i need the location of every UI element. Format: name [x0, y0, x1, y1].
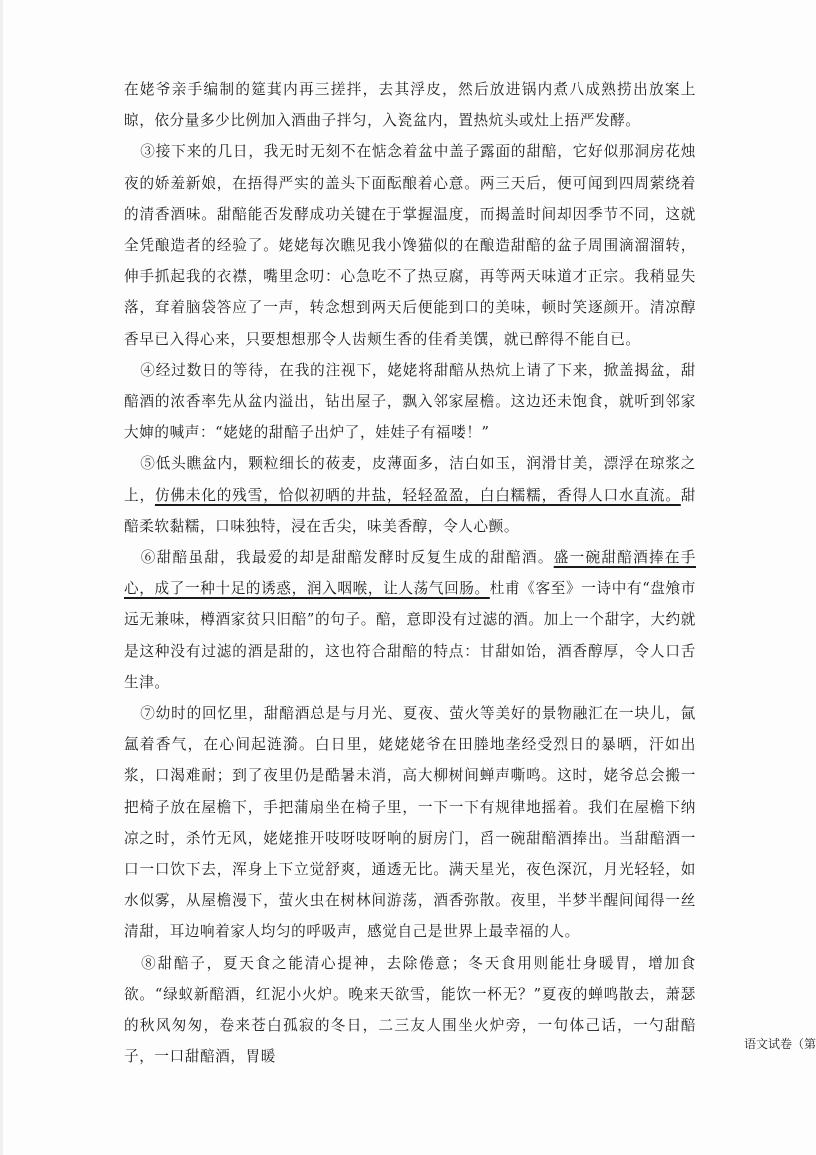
text-segment: ④经过数日的等待，在我的注视下，姥姥将甜醅从热炕上请了下来，掀盖揭盆，甜醅酒的浓香率先从盆内溢出，钻出屋子，飘入邻家屋檐。这边还未饱食，就听到邻家大婶的喊声：“姥姥的甜醅子出炉了，娃娃子有福喽！”	[124, 361, 696, 442]
paragraph-p7	[124, 698, 696, 948]
text-segment: ③接下来的几日，我无时无刻不在惦念着盆中盖子露面的甜醅，它好似那洞房花烛夜的娇羞新娘，在捂得严实的盖头下面酝酿着心意。两三天后，便可闻到四周萦绕着的清香酒味。甜醅能否发酵成功关键在于掌握温度，而揭盖时间却因季节不同，这就全凭酿造者的经验了。姥姥每次瞧见我小馋猫似的在酿造甜醅的盆子周围滴溜溜转，伸手抓起我的衣襟，嘴里念叨：心急吃不了热豆腐，再等两天味道才正宗。我稍显失落，耷着脑袋答应了一声，转念想到两天后便能到口的美味，顿时笑逐颜开。清凉醇香早已入得心来，只要想想那令人齿颊生香的佳肴美馔，就已醉得不能自已。	[124, 143, 696, 348]
scan-edge	[0, 0, 3, 1155]
article-body	[124, 74, 696, 1073]
text-segment: 甜醅柔软黏糯，口味独特，浸在舌尖，味美香醇，令人心颤。	[124, 486, 696, 535]
page-footer	[744, 1035, 816, 1052]
text-segment: 杜甫《客至》一诗中有“盘飧市远无兼味，樽酒家贫只旧醅”的句子。醅，意即没有过滤的酒。加上一个甜字，大约就是这种没有过滤的酒是甜的，这也符合甜醅的特点：甘甜如饴，酒香醇厚，令人口舌生津。	[124, 580, 696, 691]
underlined-sentence: 仿佛未化的残雪，恰似初晒的井盐，轻轻盈盈，白白糯糯，香得人口水直流。	[154, 486, 681, 504]
paragraph-p4	[124, 355, 696, 449]
paragraph-p8	[124, 948, 696, 1073]
footer-label: 语文试卷（第	[743, 1037, 816, 1051]
paragraph-p6	[124, 542, 696, 698]
paragraph-p-continued	[124, 74, 696, 136]
text-segment: 在姥爷亲手编制的筵萁内再三搓拌，去其浮皮，然后放进锅内煮八成熟捞出放案上晾，依分量多少比例加入酒曲子拌匀，入瓷盆内，置热炕头或灶上捂严发酵。	[124, 81, 696, 130]
paragraph-p5	[124, 448, 696, 542]
text-segment: ⑥甜醅虽甜，我最爱的却是甜醅发酵时反复生成的甜醅酒。	[140, 549, 554, 567]
paragraph-p3	[124, 136, 696, 354]
text-segment: ⑧甜醅子，夏天食之能清心提神，去除倦意；冬天食用则能壮身暖胃，增加食欲。“绿蚁新醅酒，红泥小火炉。晚来天欲雪，能饮一杯无？”夏夜的蝉鸣散去，萧瑟的秋风匆匆，卷来苍白孤寂的冬日，二三友人围坐火炉旁，一句体己话，一勺甜醅子，一口甜醅酒，胃暖	[124, 954, 696, 1066]
text-segment: ⑤低头瞧盆内，颗粒细长的莜麦，皮薄面多，洁白如玉，润滑甘美，漂浮在琼浆之上，	[124, 455, 696, 504]
text-segment: ⑦幼时的回忆里，甜醅酒总是与月光、夏夜、萤火等美好的景物融汇在一块儿，氤氲着香气，在心间起涟漪。白日里，姥姥姥爷在田塍地垄经受烈日的暴晒，汗如出浆，口渴难耐；到了夜里仍是酷暑未消，高大柳树间蝉声嘶鸣。这时，姥爷总会搬一把椅子放在屋檐下，手把蒲扇坐在椅子里，一下一下有规律地摇着。我们在屋檐下纳凉之时，杀竹无风，姥姥推开吱呀吱呀响的厨房门，舀一碗甜醅酒捧出。当甜醅酒一口一口饮下去，浑身上下立觉舒爽，通透无比。满天星光，夜色深沉，月光轻轻，如水似雾，从屋檐漫下，萤火虫在树林间游荡，酒香弥散。夜里，半梦半醒间闻得一丝清甜，耳边响着家人均匀的呼吸声，感觉自己是世界上最幸福的人。	[124, 705, 696, 941]
underlined-sentence: 盛一碗甜醅酒捧在手心，成了一种十足的诱惑，润入咽喉，让人荡气回肠。	[124, 549, 696, 598]
